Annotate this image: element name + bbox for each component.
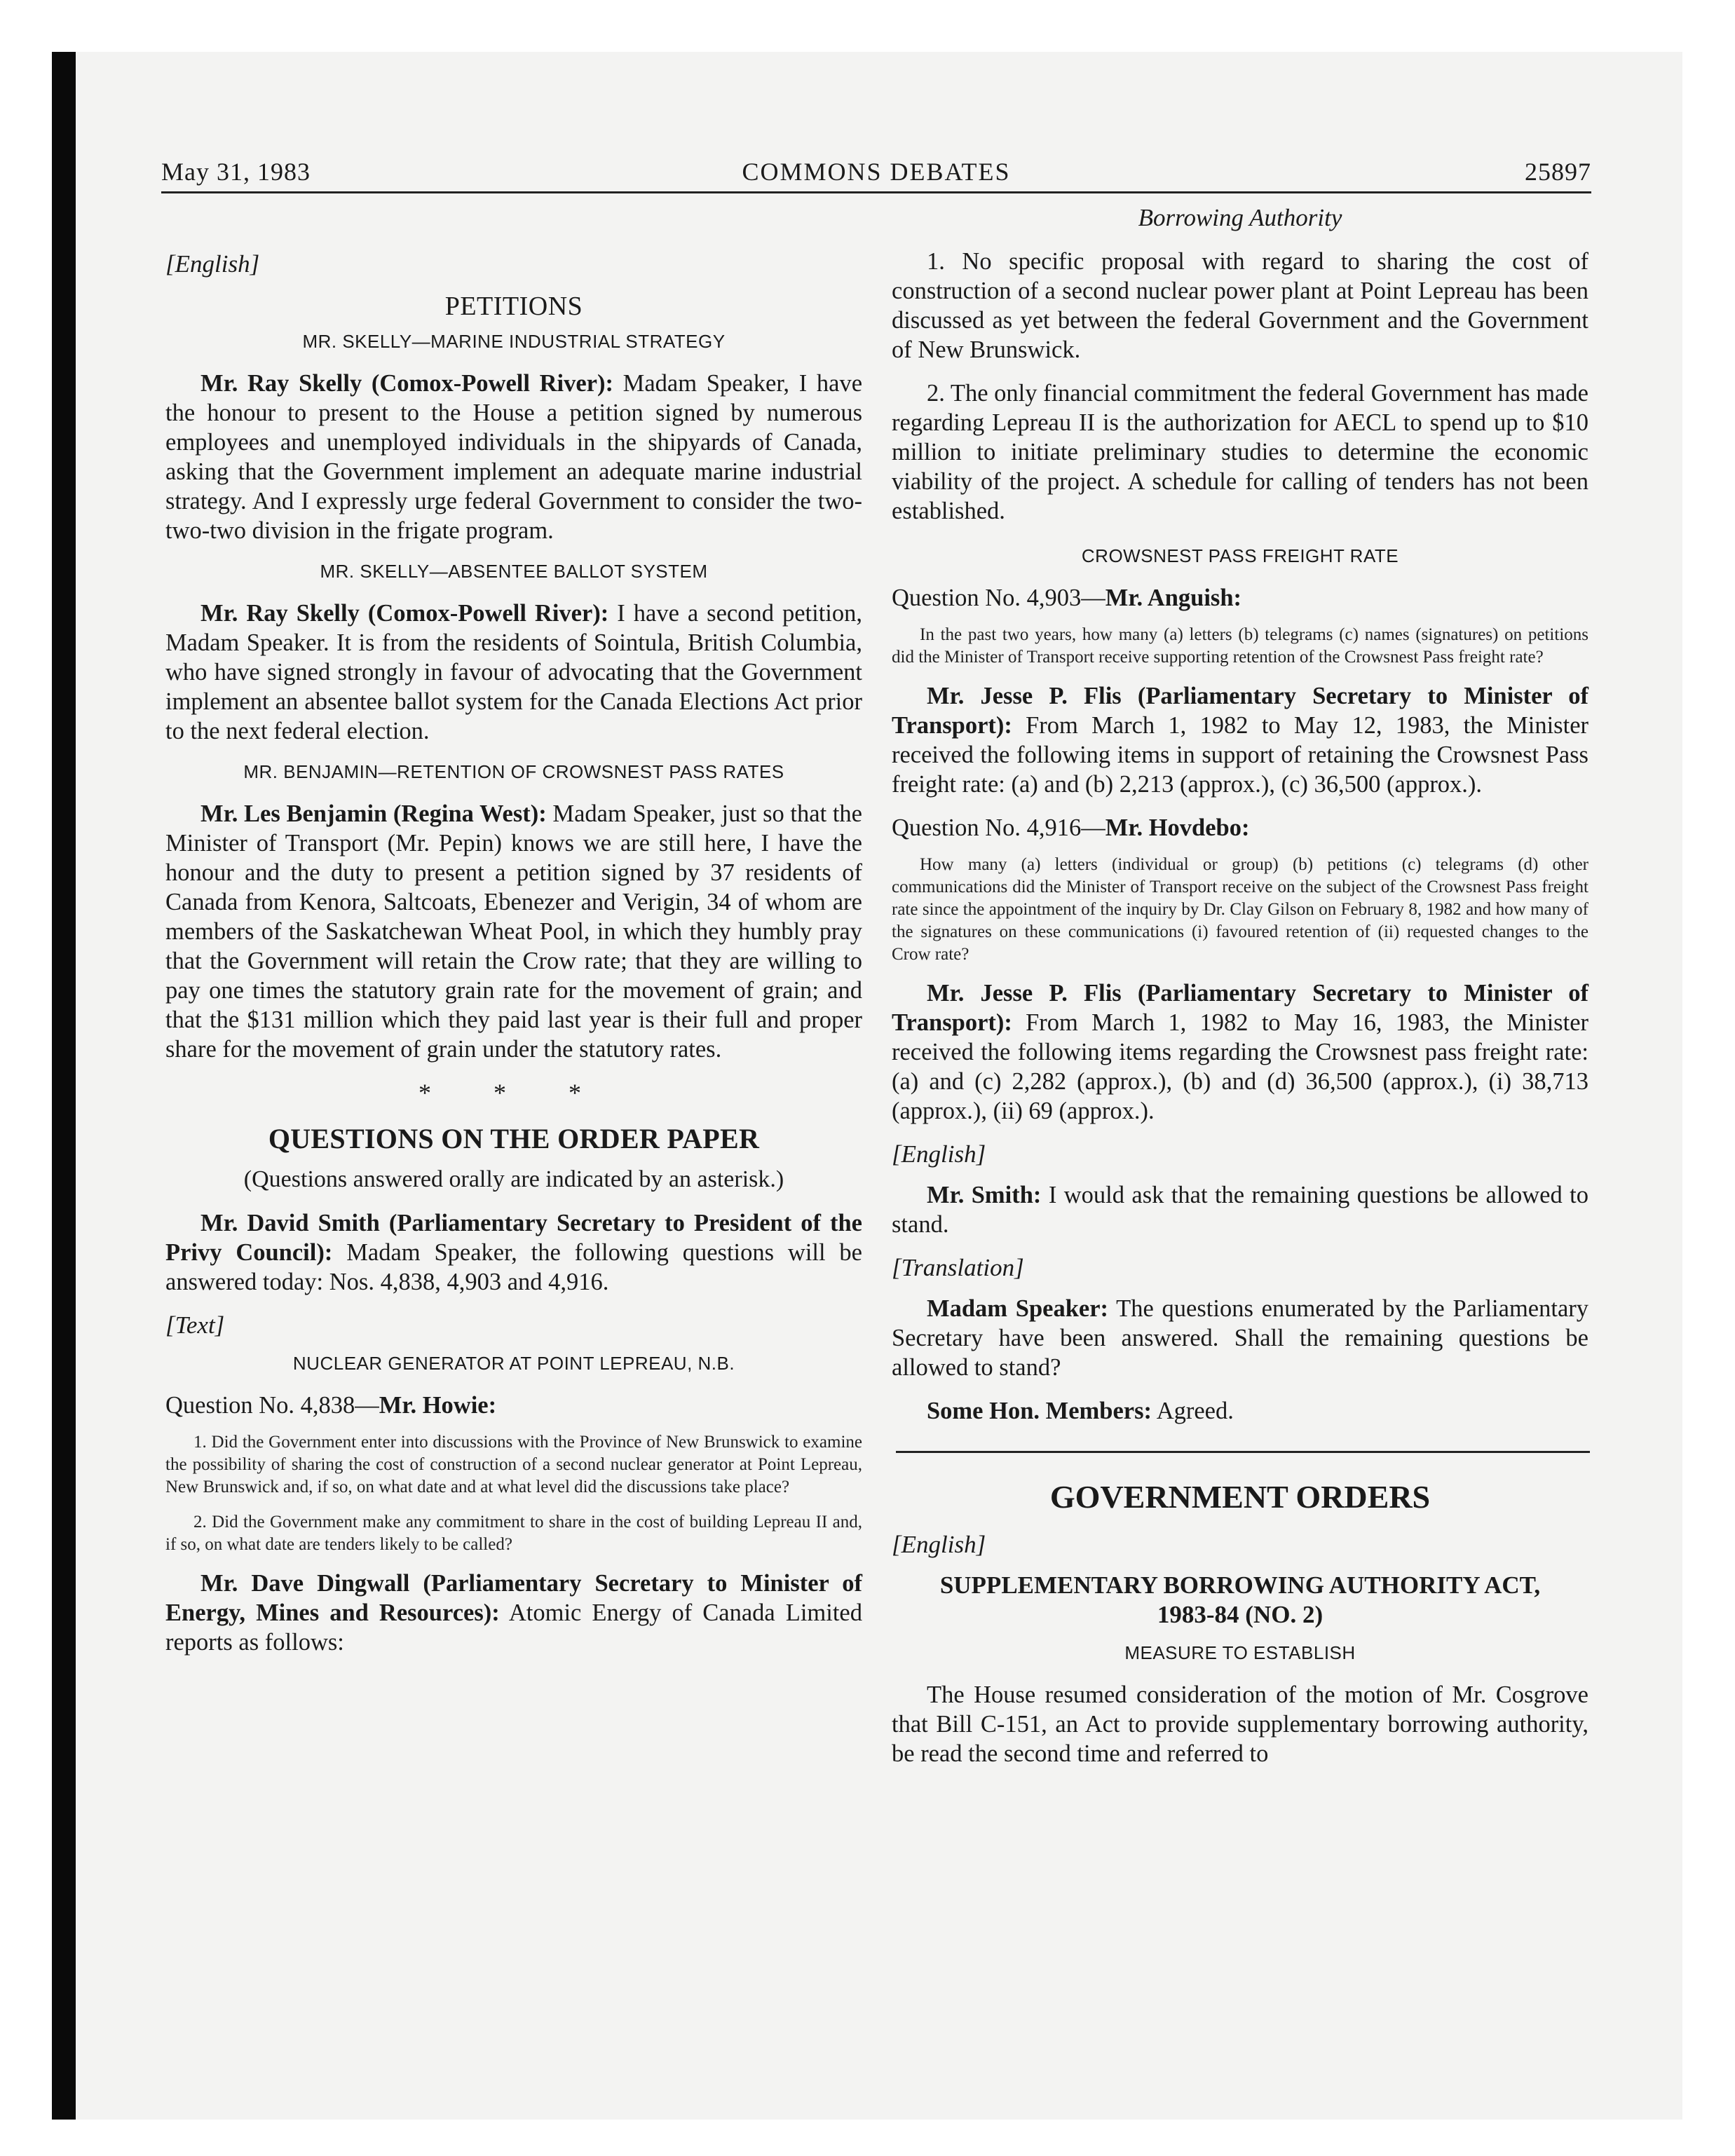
speech-text: I have a second petition, Madam Speaker. It is from the residents of Sointula, British Columbia, who have signed strongly in favour of advocating that the Government implement an absentee ballot system for the Canada Elections Act prior to the next federal election.: [165, 600, 862, 744]
subheading: MR. SKELLY—MARINE INDUSTRIAL STRATEGY: [302, 331, 726, 352]
speech-text: Madam Speaker, I have the honour to present to the House a petition signed by numerous employees and unemployed individuals in the shipyards of Canada, asking that the Government implement an adequate marine industrial strategy. And I expressly urge federal Government to consider the two-two-two division in the frigate program.: [165, 370, 863, 544]
continuation-heading: Borrowing Authority: [1138, 204, 1342, 231]
speech-paragraph: [892, 978, 1588, 1126]
language-marker: [English]: [892, 1531, 986, 1558]
language-marker: [Translation]: [892, 1254, 1024, 1281]
member-name: Mr. Anguish:: [1105, 585, 1242, 611]
speech-paragraph: [892, 1294, 1588, 1382]
language-marker: [Text]: [165, 1311, 225, 1339]
speech-text: Atomic Energy of Canada Limited reports as follows:: [165, 1599, 862, 1656]
header-rule: [161, 191, 1591, 193]
speaker-name: Mr. David Smith (Parliamentary Secretary to President of the Privy Council):: [165, 1210, 862, 1266]
answer-paragraph: 1. No specific proposal with regard to sharing the cost of construction of a second nuclear power plant at Point Lepreau has been discussed as yet between the federal Government and the Government of New Brunswick.: [892, 248, 1588, 363]
speaker-name: Mr. Ray Skelly (Comox-Powell River):: [200, 370, 613, 397]
section-divider: [896, 1451, 1590, 1453]
question-text: In the past two years, how many (a) letters (b) telegrams (c) names (signatures) on petitions did the Minister of Transport receive supporting retention of the Crowsnest Pass freight rate?: [892, 625, 1588, 667]
speaker-name: Madam Speaker:: [927, 1295, 1108, 1322]
speech-text: Madam Speaker, just so that the Minister of Transport (Mr. Pepin) knows we are still here, I have the honour and the duty to present a petition signed by 37 residents of Canada from Kenora, Saltcoats, Ebenezer and Verigin, 34 of whom are members of the Saskatchewan Wheat Pool, in which they humbly pray that the Government will retain the Crow rate; that they are willing to pay one times the statutory grain rate for the movement of grain; and that the $131 million which they paid last year is their full and proper share for the movement of grain under the statutory rates.: [165, 800, 862, 1063]
subheading: CROWSNEST PASS FREIGHT RATE: [1081, 545, 1399, 566]
speaker-name: Mr. Jesse P. Flis (Parliamentary Secretary to Minister of Transport):: [892, 980, 1588, 1036]
speaker-name: Mr. Smith:: [927, 1182, 1042, 1208]
running-header: [161, 157, 1591, 191]
speech-text: Madam Speaker, the following questions will be answered today: Nos. 4,838, 4,903 and 4,916.: [165, 1239, 862, 1295]
right-column: [892, 203, 1588, 1782]
question-text: How many (a) letters (individual or group) (b) petitions (c) telegrams (d) other communications did the Minister of Transport receive on the subject of the Crowsnest Pass freight rate since the appointment of the inquiry by Dr. Clay Gilson on February 8, 1982 and how many of the signatures on these communications (i) favoured retention of (ii) requested changes to the Crow rate?: [892, 855, 1588, 964]
section-heading-questions: QUESTIONS ON THE ORDER PAPER: [268, 1123, 760, 1154]
speaker-name: Mr. Ray Skelly (Comox-Powell River):: [200, 600, 609, 627]
publication-title: COMMONS DEBATES: [742, 158, 1011, 186]
speech-paragraph: [165, 1208, 862, 1297]
speaker-name: Mr. Dave Dingwall (Parliamentary Secretary to Minister of Energy, Mines and Resources):: [165, 1570, 862, 1626]
speech-paragraph: [165, 799, 862, 1064]
question-text: 2. Did the Government make any commitment to share in the cost of building Lepreau II and, if so, on what date are tenders likely to be called?: [165, 1513, 862, 1554]
question-number: Question No. 4,916—: [892, 814, 1105, 841]
question-label: [892, 583, 1588, 613]
speech-paragraph: [165, 1569, 862, 1657]
language-marker: [English]: [892, 1140, 986, 1168]
speech-paragraph: [892, 681, 1588, 799]
answer-paragraph: 2. The only financial commitment the federal Government has made regarding Lepreau II is the authorization for AECL to spend up to $10 million to initiate preliminary studies to determine the economic viability of the project. A schedule for calling of tenders has not been established.: [892, 380, 1588, 524]
speaker-name: Some Hon. Members:: [927, 1398, 1152, 1424]
speech-paragraph: [165, 369, 862, 545]
narrative-paragraph: The House resumed consideration of the motion of Mr. Cosgrove that Bill C-151, an Act to provide supplementary borrowing authority, be read the second time and referred to: [892, 1681, 1588, 1767]
question-label: [165, 1391, 862, 1420]
speaker-name: Mr. Les Benjamin (Regina West):: [200, 800, 547, 827]
subheading: MR. BENJAMIN—RETENTION OF CROWSNEST PASS RATES: [243, 761, 784, 782]
subheading: NUCLEAR GENERATOR AT POINT LEPREAU, N.B.: [292, 1353, 735, 1374]
question-text: 1. Did the Government enter into discussions with the Province of New Brunswick to examine the possibility of sharing the cost of construction of a second nuclear generator at Point Lepreau, New Brunswick and, if so, on what date and at what level did the discussions take place?: [165, 1433, 862, 1496]
speech-text: I would ask that the remaining questions be allowed to stand.: [892, 1182, 1588, 1238]
left-column: [165, 203, 862, 1671]
act-title: [892, 1571, 1588, 1630]
speech-text: From March 1, 1982 to May 16, 1983, the Minister received the following items regarding the Crowsnest pass freight rate: (a) and (c) 2,282 (approx.), (b) and (d) 36,500 (approx.), (i) 38,713 (approx.), (ii) 69 (approx.).: [892, 1009, 1588, 1124]
member-name: Mr. Hovdebo:: [1105, 814, 1250, 841]
speaker-name: Mr. Jesse P. Flis (Parliamentary Secretary to Minister of Transport):: [892, 683, 1588, 739]
speech-text: The questions enumerated by the Parliamentary Secretary have been answered. Shall the remaining questions be allowed to stand?: [892, 1295, 1588, 1381]
section-heading-government-orders: GOVERNMENT ORDERS: [1049, 1479, 1431, 1515]
speech-paragraph: [892, 1396, 1588, 1426]
header-date: May 31, 1983: [161, 158, 311, 186]
act-title-line: SUPPLEMENTARY BORROWING AUTHORITY ACT,: [939, 1571, 1541, 1599]
speech-text: From March 1, 1982 to May 12, 1983, the Minister received the following items in support of retaining the Crowsnest Pass freight rate: (a) and (b) 2,213 (approx.), (c) 36,500 (approx.).: [892, 712, 1588, 798]
speech-paragraph: [892, 1180, 1588, 1239]
question-number: Question No. 4,903—: [892, 585, 1105, 611]
binding-edge: [52, 52, 76, 2120]
language-marker: [English]: [165, 250, 260, 278]
asterisk-note: (Questions answered orally are indicated by an asterisk.): [243, 1166, 784, 1192]
speech-text: Agreed.: [1151, 1398, 1234, 1424]
section-separator: * * *: [419, 1079, 609, 1107]
subheading: MEASURE TO ESTABLISH: [1124, 1642, 1356, 1663]
speech-paragraph: [165, 599, 862, 746]
question-number: Question No. 4,838—: [165, 1392, 379, 1419]
act-title-line: 1983-84 (NO. 2): [1157, 1601, 1324, 1628]
section-heading-petitions: PETITIONS: [444, 292, 583, 321]
member-name: Mr. Howie:: [379, 1392, 497, 1419]
subheading: MR. SKELLY—ABSENTEE BALLOT SYSTEM: [320, 561, 708, 582]
question-label: [892, 813, 1588, 842]
page-number: 25897: [1525, 158, 1591, 186]
